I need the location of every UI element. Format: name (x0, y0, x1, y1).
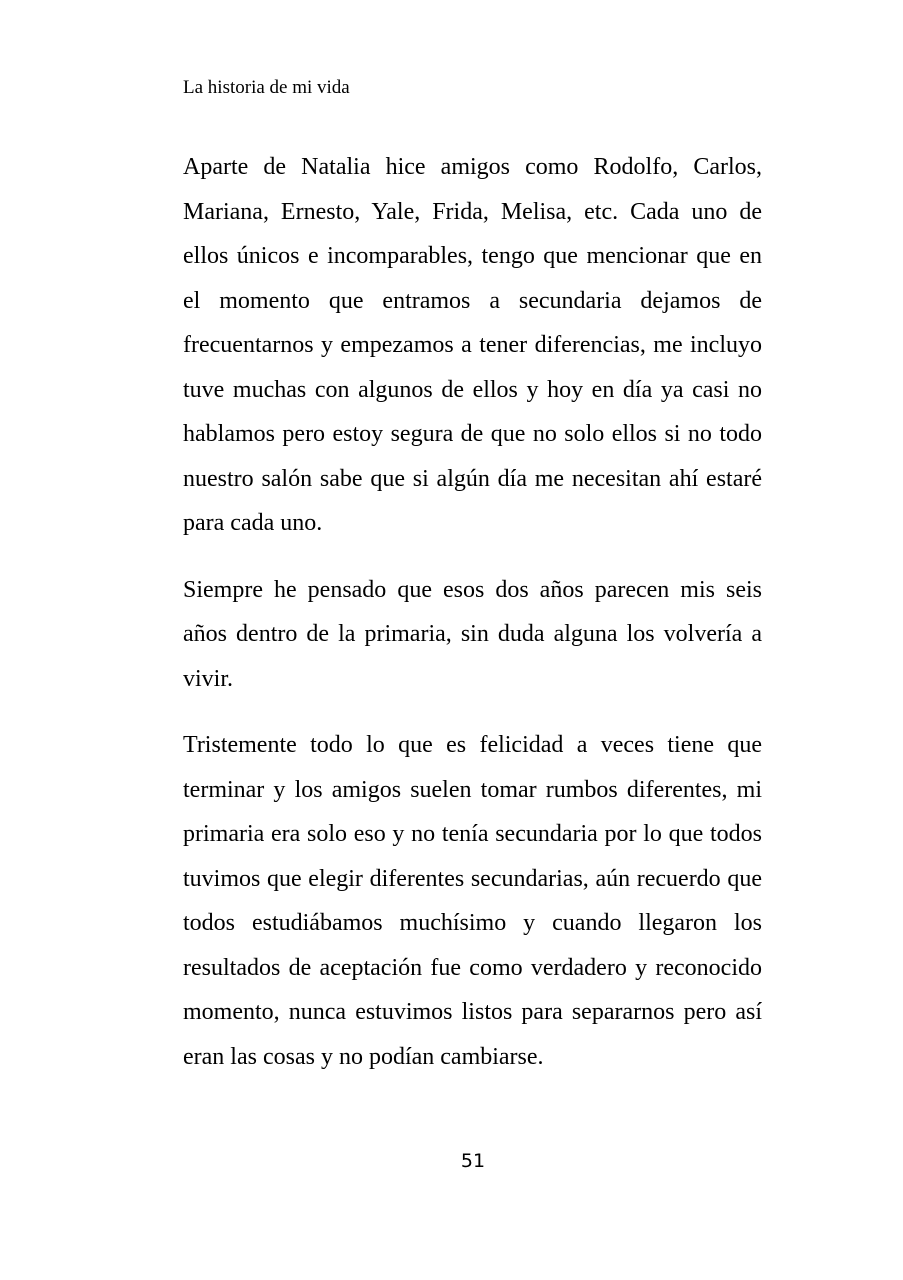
paragraph-3: Tristemente todo lo que es felicidad a veces tiene que terminar y los amigos suelen tomar rumbos diferentes, mi primaria era solo eso y no tenía secundaria por lo que todos tuvimos que elegir diferentes secundarias, aún recuerdo que todos estudiábamos muchísimo y cuando llegaron los resultados de aceptación fue como verdadero y reconocido momento, nunca estuvimos listos para separarnos pero así eran las cosas y no podían cambiarse. (183, 732, 762, 1070)
page-number: 51 (460, 1150, 486, 1172)
running-header-title: La historia de mi vida (183, 77, 350, 98)
paragraph-1: Aparte de Natalia hice amigos como Rodolfo, Carlos, Mariana, Ernesto, Yale, Frida, Melisa, etc. Cada uno de ellos únicos e incomparables, tengo que mencionar que en el momento que entramos a secundaria dejamos de frecuentarnos y empezamos a tener diferencias, me incluyo tuve muchas con algunos de ellos y hoy en día ya casi no hablamos pero estoy segura de que no solo ellos si no todo nuestro salón sabe que si algún día me necesitan ahí estaré para cada uno. (183, 154, 762, 536)
paragraph-2: Siempre he pensado que esos dos años parecen mis seis años dentro de la primaria, sin duda alguna los volvería a vivir. (183, 576, 762, 692)
body-text (183, 145, 762, 1101)
